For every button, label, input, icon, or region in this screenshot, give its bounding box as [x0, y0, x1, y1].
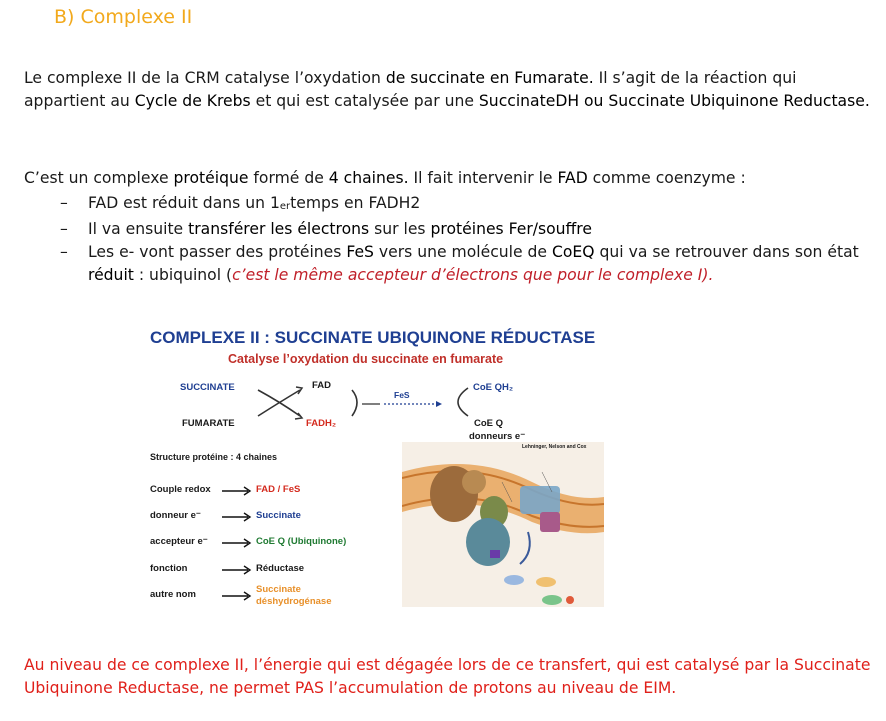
- donneur-label: donneur e⁻: [150, 510, 201, 521]
- text: comme coenzyme :: [587, 169, 746, 187]
- text: : ubiquinol (: [133, 266, 233, 284]
- credit-label: Lehninger, Nelson and Cox: [522, 444, 587, 450]
- conclusion-paragraph: Au niveau de ce complexe II, l’énergie qui est dégagée lors de ce transfert, qui est catalysé par la Succinate Ubiquinone Reductase, ne permet PAS l’accumulation de protons au niveau de EIM.: [24, 656, 871, 697]
- text: sur les: [369, 220, 431, 238]
- fes-label: FeS: [394, 390, 410, 400]
- bold-text: FeS: [346, 243, 374, 261]
- figure-title: COMPLEXE II : SUCCINATE UBIQUINONE RÉDUCTASE: [150, 328, 596, 347]
- steps-list: [60, 192, 860, 287]
- paragraph-structure: [24, 167, 874, 190]
- figure-subtitle: Catalyse l’oxydation du succinate en fumarate: [228, 352, 504, 366]
- text: temps en FADH2: [290, 194, 421, 212]
- text: qui va se retrouver dans son état: [594, 243, 859, 261]
- superscript: er: [279, 201, 291, 212]
- bold-text: réduit: [88, 266, 134, 284]
- fadh2-to-fes-arrow: [352, 390, 357, 416]
- bold-text: Cycle de Krebs: [134, 92, 251, 110]
- autre-nom-value-2: déshydrogénase: [256, 596, 332, 607]
- list-item: [60, 241, 860, 287]
- right-arrow-icon: [222, 486, 252, 496]
- section-heading: B) Complexe II: [54, 6, 193, 28]
- fonction-label: fonction: [150, 563, 188, 574]
- accepteur-value: CoE Q (Ubiquinone): [256, 536, 347, 547]
- donneurs-label: donneurs e⁻: [469, 431, 526, 442]
- list-item: [60, 192, 860, 218]
- redox-value: FAD / FeS: [256, 484, 301, 495]
- text: FAD est réduit dans un 1: [88, 194, 280, 212]
- structure-label: Structure protéine : 4 chaines: [150, 452, 278, 462]
- coeq-label: CoE Q: [474, 418, 504, 429]
- text: et qui est catalysée par une: [250, 92, 479, 110]
- bold-text: 4 chaines.: [328, 169, 409, 187]
- bold-text: SuccinateDH ou Succinate Ubiquinone Reductase.: [478, 92, 870, 110]
- text: Il va ensuite: [88, 220, 189, 238]
- fadh2-label: FADH₂: [306, 418, 337, 429]
- text: C’est un complexe: [24, 169, 174, 187]
- bold-text: FAD: [557, 169, 588, 187]
- heme: [540, 512, 560, 532]
- bold-text: de succinate en Fumarate.: [385, 69, 594, 87]
- right-arrow-icon: [222, 565, 252, 575]
- subunit-b: [462, 470, 486, 494]
- bold-text: protéique: [173, 169, 249, 187]
- coeqh2-label: CoE QH₂: [473, 382, 514, 393]
- italic-note: c’est le même accepteur d’électrons que pour le complexe I).: [232, 266, 714, 284]
- text: Le complexe II de la CRM catalyse l’oxydation: [24, 69, 386, 87]
- complex-ii-figure: [140, 320, 610, 615]
- bold-text: CoEQ: [552, 243, 595, 261]
- fonction-value: Réductase: [256, 563, 305, 574]
- subunit-d: [466, 518, 510, 566]
- dash-bullet: –: [60, 220, 68, 238]
- autre-nom-value: Succinate: [256, 584, 301, 595]
- coeq-arrow: [458, 388, 468, 416]
- right-arrow-icon: [222, 591, 252, 601]
- text: vers une molécule de: [373, 243, 552, 261]
- complex-ii-structure-illustration: [402, 442, 604, 607]
- paragraph-reaction: [24, 67, 874, 113]
- callout-box: [520, 486, 560, 514]
- text: formé de: [248, 169, 329, 187]
- fad-label: FAD: [312, 380, 331, 391]
- dash-bullet: –: [60, 243, 68, 261]
- text: Il fait intervenir le: [408, 169, 558, 187]
- autre-nom-label: autre nom: [150, 589, 196, 600]
- text: Les e- vont passer des protéines: [88, 243, 347, 261]
- reaction-arrows: [140, 320, 610, 450]
- bold-text: transférer les électrons: [188, 220, 370, 238]
- bold-text: protéines Fer/souffre: [430, 220, 592, 238]
- succinate-label: SUCCINATE: [180, 382, 235, 393]
- right-arrow-icon: [222, 512, 252, 522]
- donneur-value: Succinate: [256, 510, 301, 521]
- list-item: [60, 218, 860, 241]
- dash-bullet: –: [60, 194, 68, 212]
- fumarate-label: FUMARATE: [182, 418, 235, 429]
- arrow-head: [436, 401, 442, 407]
- redox-label: Couple redox: [150, 484, 211, 495]
- right-arrow-icon: [222, 538, 252, 548]
- text: Il s’agit de la réaction qui appartient au: [24, 69, 797, 110]
- accepteur-label: accepteur e⁻: [150, 536, 208, 547]
